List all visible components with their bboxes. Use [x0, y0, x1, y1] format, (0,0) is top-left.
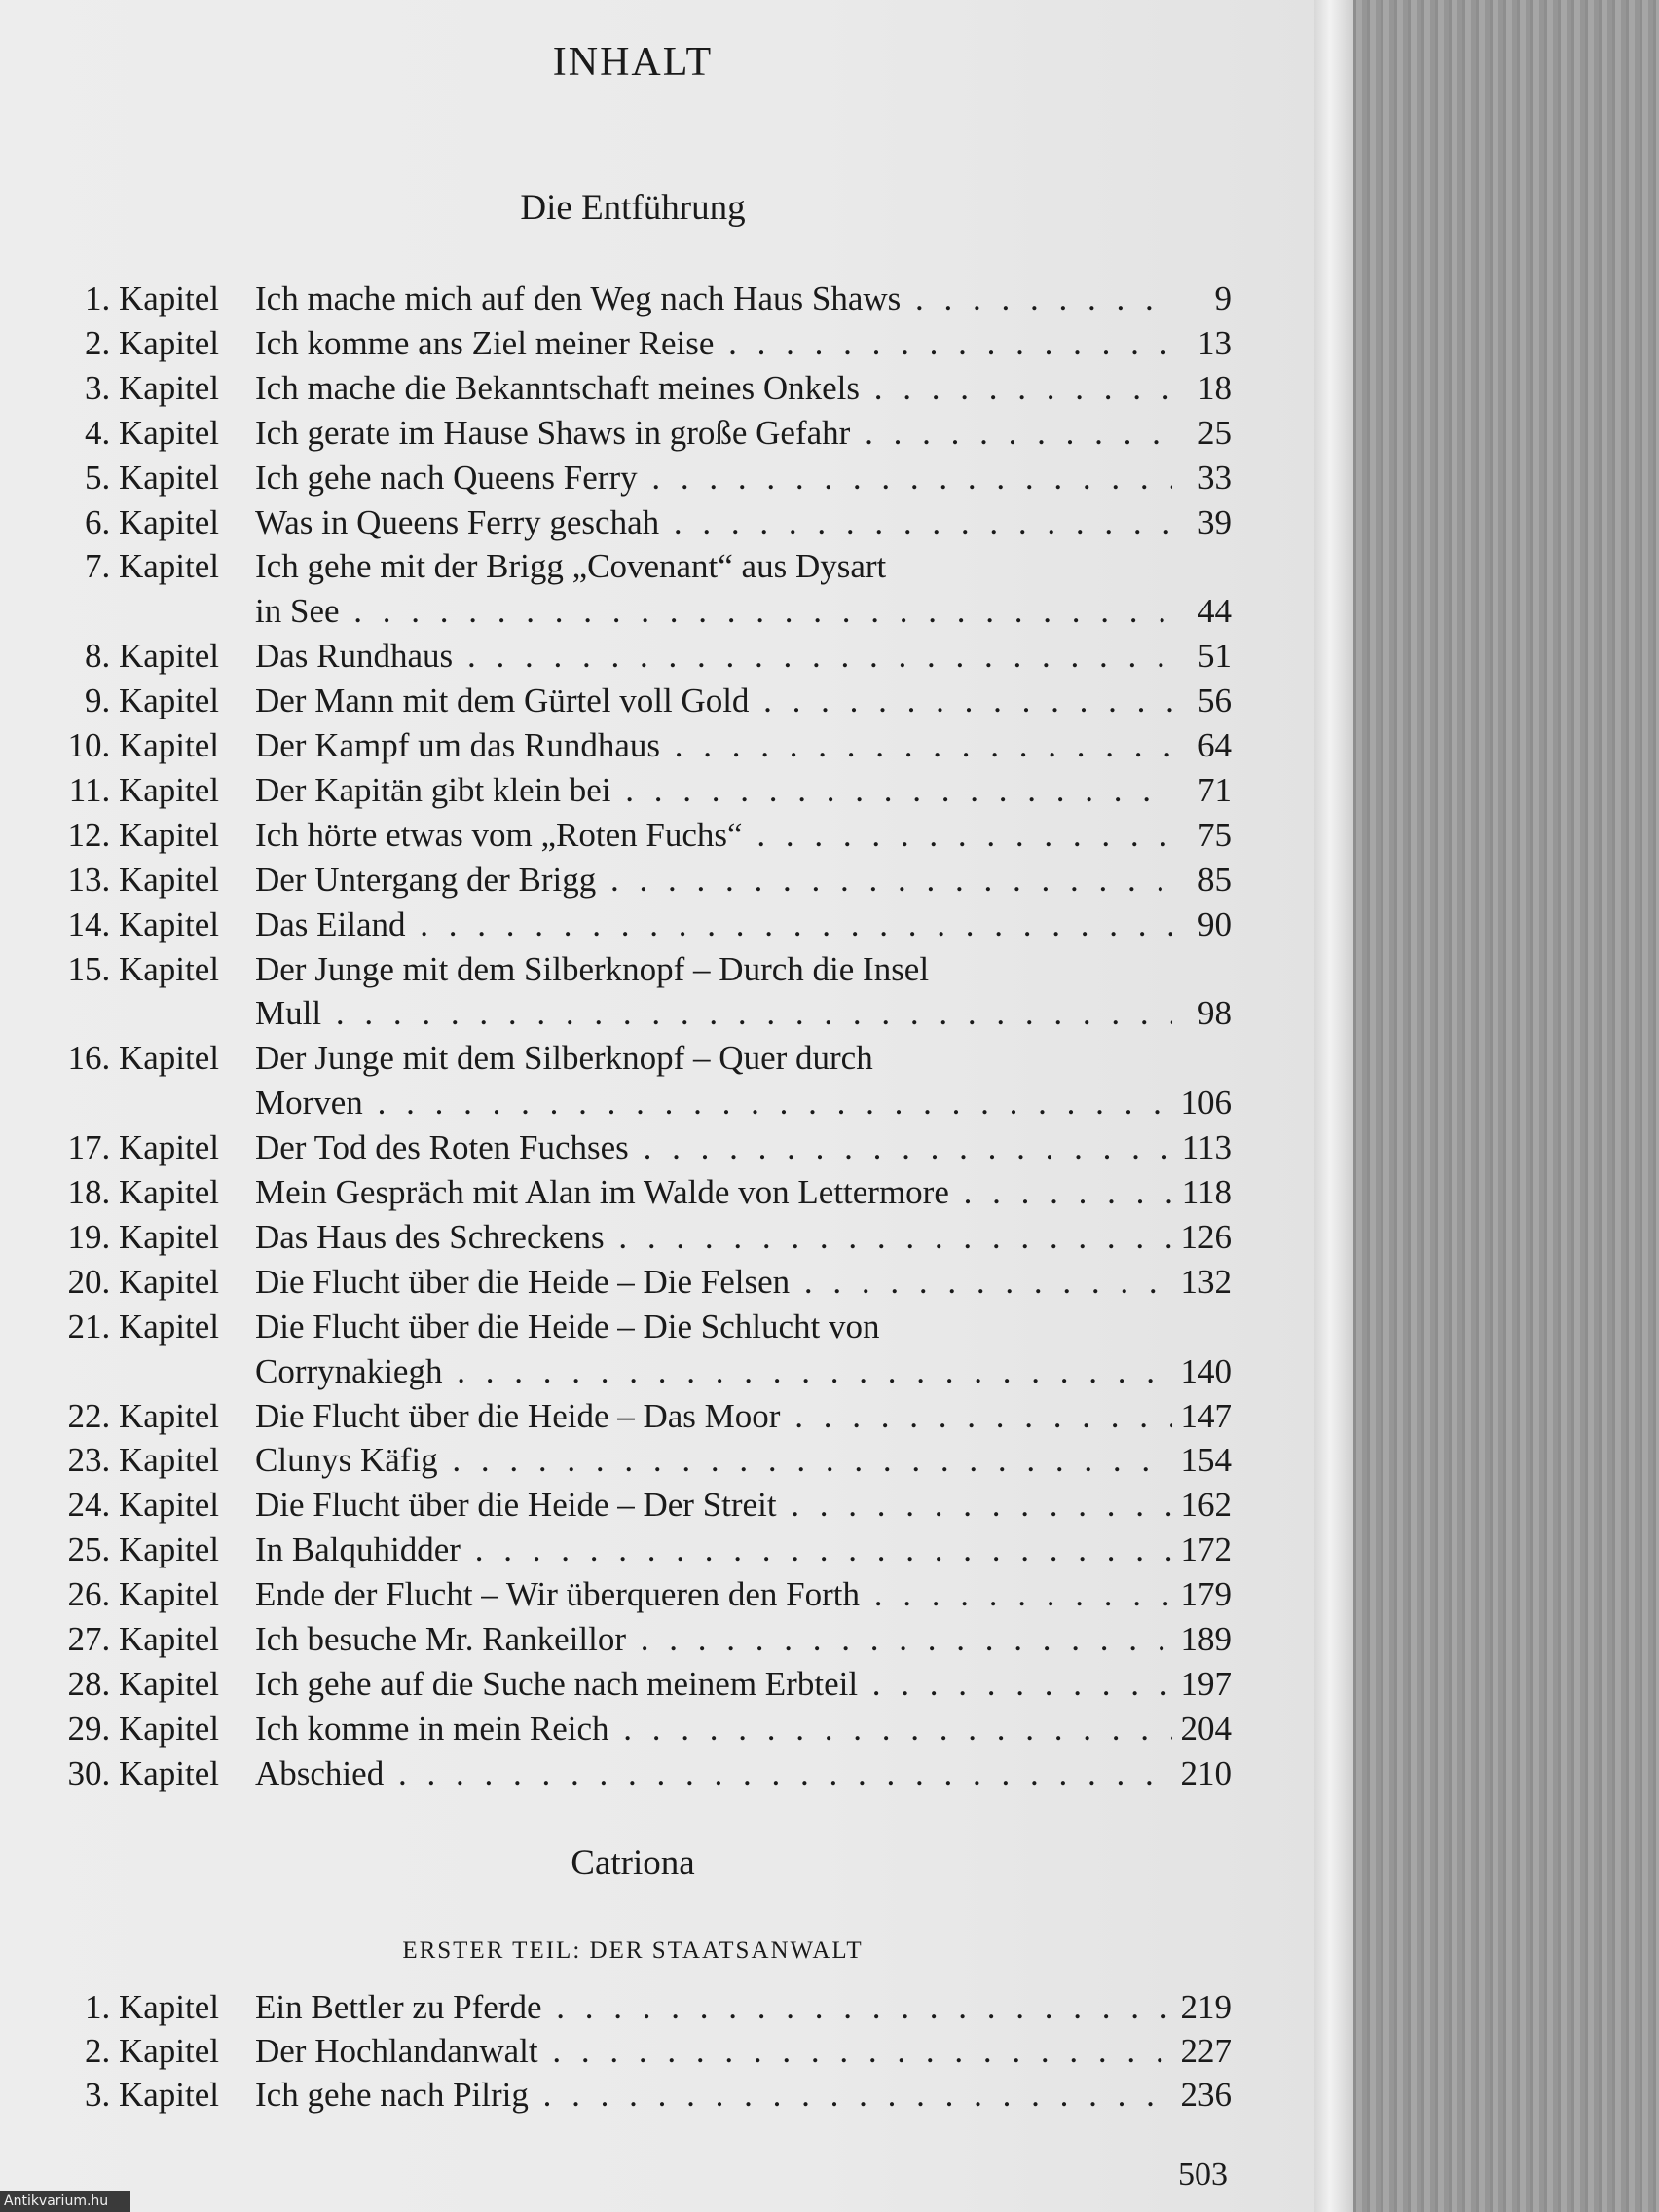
toc-entry — [39, 277, 1232, 320]
chapter-page: 85 — [1198, 860, 1232, 899]
toc-entry — [39, 322, 1232, 365]
chapter-page: 132 — [1180, 1262, 1232, 1301]
toc-entry — [39, 1708, 1232, 1751]
toc-entry — [39, 859, 1232, 902]
chapter-title: Der Kapitän gibt klein bei . . . — [255, 769, 1172, 812]
toc-entry — [39, 1484, 1232, 1527]
toc-entry — [39, 814, 1232, 857]
chapter-number: 5. Kapitel — [84, 458, 219, 497]
chapter-page: 113 — [1181, 1128, 1232, 1167]
adjacent-page — [1353, 0, 1659, 2212]
toc-entry — [39, 367, 1232, 410]
chapter-title: Der Kampf um das Rundhaus . . . — [255, 724, 1172, 767]
toc-entry — [39, 1529, 1232, 1571]
chapter-title: Die Flucht über die Heide – Das Moor . . . — [255, 1395, 1172, 1438]
toc-entry — [39, 1306, 1232, 1348]
chapter-page: 9 — [1214, 279, 1232, 317]
chapter-page: 56 — [1198, 682, 1232, 720]
chapter-title: Die Flucht über die Heide – Die Felsen . . . — [255, 1261, 1172, 1304]
chapter-page: 189 — [1180, 1620, 1232, 1658]
chapter-title: Der Junge mit dem Silberknopf – Quer durch — [255, 1039, 873, 1078]
chapter-number: 21. Kapitel — [67, 1307, 219, 1346]
chapter-title: Ich besuche Mr. Rankeillor . . . — [255, 1618, 1172, 1661]
chapter-number: 12. Kapitel — [67, 815, 219, 854]
chapter-page: 71 — [1198, 770, 1232, 809]
chapter-number: 16. Kapitel — [67, 1039, 219, 1078]
chapter-number: 23. Kapitel — [67, 1441, 219, 1480]
part-title-catriona: Catriona — [571, 1843, 695, 1883]
toc-entry — [39, 1663, 1232, 1706]
section-title: ERSTER TEIL: DER STAATSANWALT — [402, 1937, 864, 1964]
chapter-title: Der Junge mit dem Silberknopf – Durch die Insel — [255, 949, 930, 988]
page-edge — [1314, 0, 1353, 2212]
chapter-page: 33 — [1198, 458, 1232, 497]
chapter-title-continued: Corrynakiegh . . . — [255, 1350, 1172, 1393]
chapter-number: 15. Kapitel — [67, 949, 219, 988]
toc-entry — [39, 1037, 1232, 1080]
toc-entry — [39, 457, 1232, 499]
toc-entry — [39, 635, 1232, 678]
chapter-title: Ich gehe auf die Suche nach meinem Erbteil . . . — [255, 1663, 1172, 1706]
chapter-page: 236 — [1180, 2076, 1232, 2114]
toc-entry — [39, 948, 1232, 991]
toc-entry — [39, 1618, 1232, 1661]
chapter-title: Der Mann mit dem Gürtel voll Gold . . . — [255, 680, 1172, 722]
chapter-page: 204 — [1180, 1709, 1232, 1748]
toc-entry — [39, 1171, 1232, 1214]
toc-entry — [39, 501, 1232, 544]
chapter-number: 9. Kapitel — [84, 682, 219, 720]
chapter-title: Was in Queens Ferry geschah . . . — [255, 501, 1172, 544]
chapter-title: Der Untergang der Brigg . . . — [255, 859, 1172, 902]
chapter-page: 172 — [1180, 1530, 1232, 1569]
chapter-page: 126 — [1180, 1217, 1232, 1256]
chapter-number: 1. Kapitel — [84, 279, 219, 317]
page-title: INHALT — [552, 40, 714, 85]
chapter-number: 7. Kapitel — [84, 547, 219, 586]
toc-entry — [39, 1986, 1232, 2029]
toc-entry — [39, 1573, 1232, 1616]
toc-entry-continuation — [39, 1082, 1232, 1124]
chapter-page: 90 — [1198, 904, 1232, 943]
watermark: Antikvarium.hu — [0, 2191, 130, 2212]
chapter-number: 19. Kapitel — [67, 1217, 219, 1256]
chapter-number: 10. Kapitel — [67, 726, 219, 764]
chapter-number: 22. Kapitel — [67, 1396, 219, 1435]
chapter-number: 18. Kapitel — [67, 1173, 219, 1211]
toc-entry — [39, 769, 1232, 812]
chapter-title: Das Eiland . . . — [255, 903, 1172, 946]
chapter-page: 147 — [1180, 1396, 1232, 1435]
chapter-number: 6. Kapitel — [84, 502, 219, 541]
chapter-title: Das Haus des Schreckens . . . — [255, 1216, 1172, 1259]
chapter-page: 98 — [1198, 994, 1232, 1033]
chapter-number: 27. Kapitel — [67, 1620, 219, 1658]
chapter-title: Der Hochlandanwalt . . . — [255, 2030, 1172, 2073]
chapter-page: 227 — [1180, 2032, 1232, 2070]
chapter-page: 13 — [1198, 323, 1232, 362]
chapter-number: 20. Kapitel — [67, 1262, 219, 1301]
toc-entry — [39, 1752, 1232, 1795]
chapter-title: Ich komme ans Ziel meiner Reise . . . — [255, 322, 1172, 365]
toc-entry — [39, 1395, 1232, 1438]
chapter-title: Der Tod des Roten Fuchses . . . — [255, 1126, 1172, 1169]
chapter-page: 106 — [1180, 1084, 1232, 1123]
chapter-number: 28. Kapitel — [67, 1664, 219, 1703]
chapter-number: 1. Kapitel — [84, 1988, 219, 2026]
toc-entry — [39, 2030, 1232, 2073]
chapter-number: 14. Kapitel — [67, 904, 219, 943]
toc-entry — [39, 1126, 1232, 1169]
toc-entry — [39, 1261, 1232, 1304]
toc-entry — [39, 2074, 1232, 2117]
chapter-page: 25 — [1198, 413, 1232, 452]
chapter-number: 3. Kapitel — [84, 2076, 219, 2114]
chapter-number: 26. Kapitel — [67, 1575, 219, 1614]
chapter-title: Ich gehe mit der Brigg „Covenant“ aus Dysart — [255, 547, 887, 586]
chapter-page: 219 — [1180, 1988, 1232, 2026]
chapter-number: 30. Kapitel — [67, 1753, 219, 1792]
chapter-title: Ein Bettler zu Pferde . . . — [255, 1986, 1172, 2029]
chapter-number: 3. Kapitel — [84, 368, 219, 407]
chapter-page: 154 — [1180, 1441, 1232, 1480]
chapter-title: Ich komme in mein Reich . . . — [255, 1708, 1172, 1751]
part-title-entfuehrung: Die Entführung — [520, 188, 746, 228]
chapter-title: Ich gehe nach Queens Ferry . . . — [255, 457, 1172, 499]
toc-entry — [39, 1216, 1232, 1259]
toc-entry — [39, 545, 1232, 588]
chapter-page: 179 — [1180, 1575, 1232, 1614]
chapter-title-continued: Mull . . . — [255, 992, 1172, 1035]
chapter-title: Ich mache die Bekanntschaft meines Onkels . . . — [255, 367, 1172, 410]
toc-entry — [39, 412, 1232, 455]
chapter-number: 29. Kapitel — [67, 1709, 219, 1748]
chapter-number: 8. Kapitel — [84, 637, 219, 676]
chapter-title: Ich gehe nach Pilrig . . . — [255, 2074, 1172, 2117]
chapter-page: 162 — [1180, 1486, 1232, 1525]
chapter-title: Die Flucht über die Heide – Der Streit . . . — [255, 1484, 1172, 1527]
chapter-page: 39 — [1198, 502, 1232, 541]
chapter-title: In Balquhidder . . . — [255, 1529, 1172, 1571]
chapter-page: 140 — [1180, 1351, 1232, 1390]
chapter-title: Ende der Flucht – Wir überqueren den Forth . . . — [255, 1573, 1172, 1616]
chapter-title: Ich mache mich auf den Weg nach Haus Shaws . . . — [255, 277, 1172, 320]
chapter-page: 210 — [1180, 1753, 1232, 1792]
toc-entry — [39, 1439, 1232, 1482]
toc-entry-continuation — [39, 1350, 1232, 1393]
chapter-title: Ich hörte etwas vom „Roten Fuchs“ . . . — [255, 814, 1172, 857]
toc-entry-continuation — [39, 590, 1232, 633]
chapter-page: 197 — [1180, 1664, 1232, 1703]
chapter-title: Ich gerate im Hause Shaws in große Gefahr . . . — [255, 412, 1172, 455]
chapter-number: 17. Kapitel — [67, 1128, 219, 1167]
chapter-page: 18 — [1198, 368, 1232, 407]
chapter-page: 51 — [1198, 637, 1232, 676]
chapter-page: 44 — [1198, 592, 1232, 631]
chapter-number: 11. Kapitel — [68, 770, 219, 809]
toc-entry-continuation — [39, 992, 1232, 1035]
toc-entry — [39, 680, 1232, 722]
toc-entry — [39, 724, 1232, 767]
page-number: 503 — [1178, 2157, 1228, 2193]
chapter-number: 4. Kapitel — [84, 413, 219, 452]
chapter-title-continued: in See . . . — [255, 590, 1172, 633]
chapter-title: Die Flucht über die Heide – Die Schlucht von — [255, 1307, 880, 1346]
toc-entry — [39, 903, 1232, 946]
chapter-title: Mein Gespräch mit Alan im Walde von Lettermore . . . — [255, 1171, 1172, 1214]
chapter-number: 25. Kapitel — [67, 1530, 219, 1569]
chapter-title: Abschied . . . — [255, 1752, 1172, 1795]
chapter-number: 2. Kapitel — [84, 2032, 219, 2070]
chapter-page: 118 — [1181, 1173, 1232, 1211]
chapter-number: 13. Kapitel — [67, 860, 219, 899]
chapter-number: 2. Kapitel — [84, 323, 219, 362]
chapter-page: 64 — [1198, 726, 1232, 764]
chapter-number: 24. Kapitel — [67, 1486, 219, 1525]
chapter-title: Das Rundhaus . . . — [255, 635, 1172, 678]
chapter-title-continued: Morven . . . — [255, 1082, 1172, 1124]
chapter-title: Clunys Käfig . . . — [255, 1439, 1172, 1482]
chapter-page: 75 — [1198, 815, 1232, 854]
